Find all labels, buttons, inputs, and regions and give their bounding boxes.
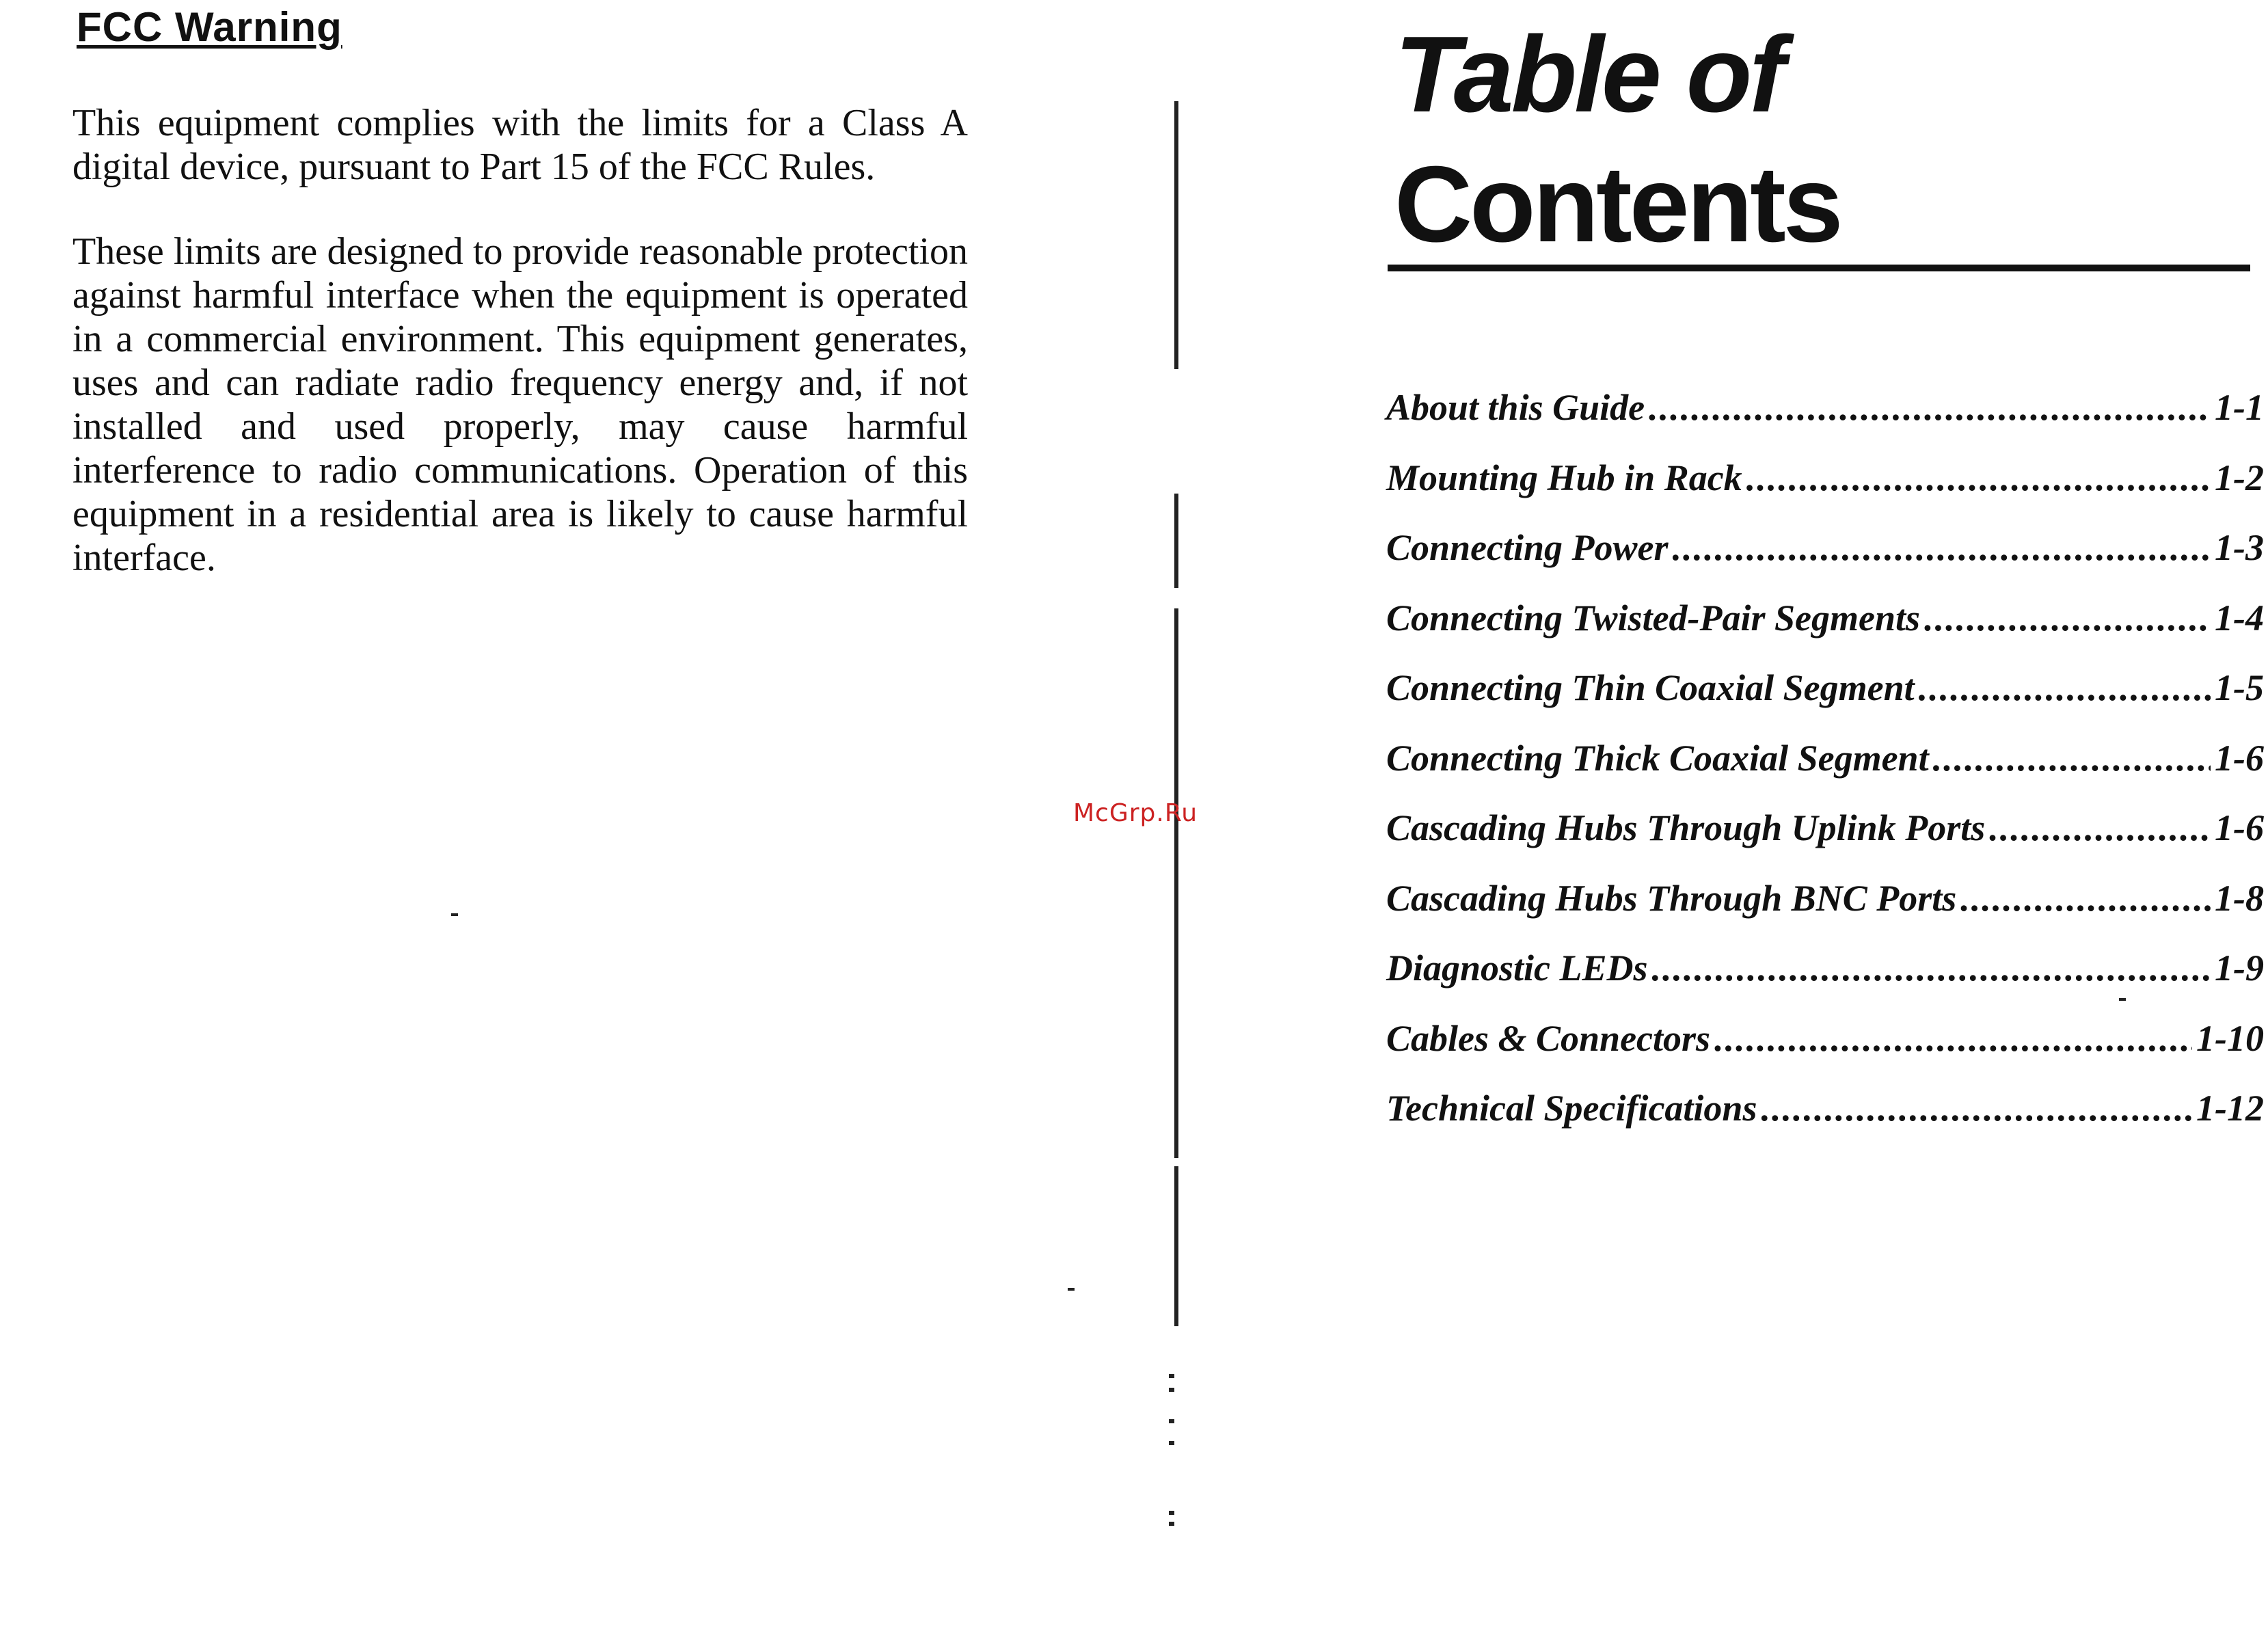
toc-entry-diagnostic-leds[interactable] (1386, 941, 2264, 1011)
dot-leader (1933, 731, 2211, 785)
gutter-rule (1174, 494, 1178, 588)
dot-leader (1652, 941, 2211, 995)
dot-leader (1989, 801, 2211, 855)
toc-entry-label: Connecting Twisted-Pair Segments (1386, 597, 1921, 638)
dot-leader (1714, 1011, 2192, 1066)
gutter-rule (1174, 101, 1178, 369)
toc-title-line-1: Table of (1394, 14, 1783, 135)
toc-entry-mounting-hub[interactable] (1386, 451, 2264, 521)
toc-list (1386, 380, 2264, 1151)
dot-leader (1746, 451, 2211, 505)
gutter-speck (451, 913, 458, 916)
title-divider (1388, 265, 2250, 271)
toc-entry-label: Connecting Thick Coaxial Segment (1386, 737, 1929, 779)
toc-entry-label: Cascading Hubs Through Uplink Ports (1386, 807, 1986, 848)
toc-entry-page: 1-9 (2215, 947, 2264, 989)
toc-entry-page: 1-5 (2215, 667, 2264, 708)
gutter-speck (1169, 1511, 1174, 1515)
toc-entry-about-guide[interactable] (1386, 380, 2264, 451)
toc-entry-thin-coax[interactable] (1386, 660, 2264, 731)
gutter-speck (1068, 1288, 1075, 1291)
dot-leader (1960, 871, 2211, 926)
gutter-speck (1169, 1441, 1174, 1445)
toc-entry-thick-coax[interactable] (1386, 731, 2264, 801)
toc-entry-label: Diagnostic LEDs (1386, 947, 1648, 989)
dot-leader (1673, 520, 2211, 575)
toc-entry-technical-specs[interactable] (1386, 1081, 2264, 1151)
toc-title (1394, 10, 1841, 269)
toc-entry-page: 1-3 (2215, 527, 2264, 568)
toc-entry-label: About this Guide (1386, 387, 1645, 428)
watermark: McGrp.Ru (1073, 799, 1198, 827)
gutter-speck (1169, 1522, 1174, 1526)
toc-entry-connecting-power[interactable] (1386, 520, 2264, 591)
toc-entry-page: 1-2 (2215, 457, 2264, 498)
toc-entry-label: Technical Specifications (1386, 1088, 1757, 1129)
fcc-paragraph-class-a: This equipment complies with the limits for a Class A digital device, pursuant to Part 15 of the FCC Rules. (72, 102, 968, 188)
toc-entry-page: 1-1 (2215, 387, 2264, 428)
dot-leader (1649, 380, 2211, 435)
toc-entry-label: Cascading Hubs Through BNC Ports (1386, 877, 1957, 919)
gutter-speck (1169, 1419, 1174, 1423)
dot-leader (1761, 1081, 2192, 1135)
toc-entry-page: 1-6 (2215, 737, 2264, 779)
fcc-paragraph-limits: These limits are designed to provide reasonable protection against harmful interface when the equipment is operated in a commercial environment. This equipment generates, uses and can radiate radio frequency energy and, if not installed and used properly, may cause harmful interference to radio communications. Operation of this equipment in a residential area is likely to cause harmful interface. (72, 230, 968, 579)
toc-entry-label: Cables & Connectors (1386, 1017, 1711, 1059)
toc-entry-page: 1-8 (2215, 877, 2264, 919)
toc-entry-page: 1-6 (2215, 807, 2264, 848)
toc-entry-cascading-uplink[interactable] (1386, 801, 2264, 871)
gutter-rule (1174, 1166, 1178, 1326)
toc-entry-label: Connecting Thin Coaxial Segment (1386, 667, 1915, 708)
gutter-speck (1169, 1388, 1174, 1392)
gutter-speck (1169, 1374, 1174, 1378)
toc-entry-page: 1-10 (2196, 1017, 2264, 1059)
toc-title-line-2: Contents (1394, 144, 1841, 265)
toc-entry-page: 1-4 (2215, 597, 2264, 638)
dot-leader (1919, 660, 2211, 715)
fcc-warning-heading: FCC Warning (77, 4, 342, 50)
dot-leader (1924, 591, 2211, 645)
toc-entry-label: Mounting Hub in Rack (1386, 457, 1742, 498)
toc-entry-label: Connecting Power (1386, 527, 1669, 568)
toc-entry-cables-connectors[interactable] (1386, 1011, 2264, 1081)
toc-entry-page: 1-12 (2196, 1088, 2264, 1129)
gutter-rule (1174, 608, 1178, 1158)
toc-entry-cascading-bnc[interactable] (1386, 871, 2264, 941)
toc-entry-twisted-pair[interactable] (1386, 591, 2264, 661)
